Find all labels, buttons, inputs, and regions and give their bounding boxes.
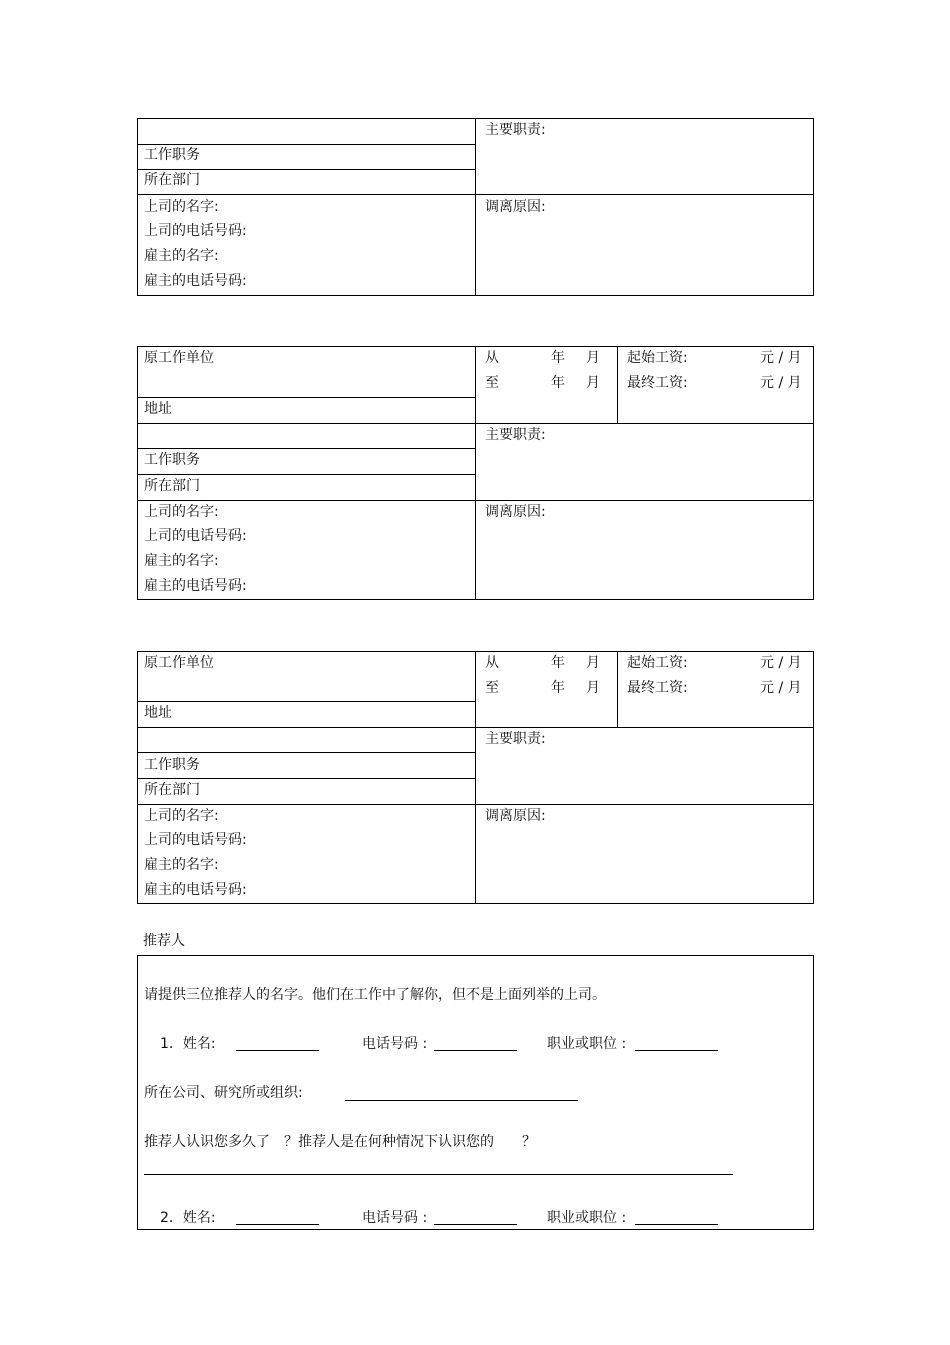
supervisor-name-label: 上司的名字: [144,808,219,824]
reference-2-name-blank[interactable] [236,1210,319,1225]
organization-blank[interactable] [345,1086,578,1101]
reference-1-name-label: 1．姓名: [160,1036,216,1052]
employer-phone-label: 雇主的电话号码: [144,273,247,289]
reference-2-phone-label: 电话号码 : [362,1210,428,1226]
employment-block-1 [137,118,814,296]
department-label: 所在部门 [144,172,200,188]
prev-employer-label: 原工作单位 [144,350,214,366]
department-label: 所在部门 [144,782,200,798]
address-label: 地址 [144,401,172,417]
from-month-label: 月 [586,655,600,671]
reference-1-phone-label: 电话号码 : [362,1036,428,1052]
to-month-label: 月 [586,680,600,696]
reference-1-name-blank[interactable] [236,1036,319,1051]
job-title-label: 工作职务 [144,757,200,773]
reference-answer-blank[interactable] [144,1160,733,1175]
supervisor-phone-label: 上司的电话号码: [144,832,247,848]
references-intro: 请提供三位推荐人的名字。他们在工作中了解你，但不是上面列举的上司。 [144,987,606,1003]
to-month-label: 月 [586,375,600,391]
reference-1-occupation-blank[interactable] [635,1036,718,1051]
job-title-label: 工作职务 [144,452,200,468]
supervisor-name-label: 上司的名字: [144,199,219,215]
from-label: 从 [485,655,499,671]
reference-1-occupation-label: 职业或职位 : [547,1036,627,1052]
employer-name-label: 雇主的名字: [144,857,219,873]
supervisor-name-label: 上司的名字: [144,504,219,520]
employer-phone-label: 雇主的电话号码: [144,882,247,898]
reference-2-phone-blank[interactable] [434,1210,517,1225]
reference-2-occupation-label: 职业或职位 : [547,1210,627,1226]
employment-block-3 [137,651,814,904]
reference-2-name-label: 2．姓名: [160,1210,216,1226]
job-title-label: 工作职务 [144,147,200,163]
organization-label: 所在公司、研究所或组织: [144,1085,303,1101]
final-salary-label: 最终工资: [627,680,688,696]
duties-label: 主要职责: [485,731,546,747]
from-label: 从 [485,350,499,366]
final-salary-unit: 元 / 月 [760,680,802,696]
address-label: 地址 [144,705,172,721]
to-year-label: 年 [551,375,565,391]
to-label: 至 [485,680,499,696]
start-salary-unit: 元 / 月 [760,350,802,366]
reference-question: 推荐人认识您多久了 ？推荐人是在何种情况下认识您的 ？ [144,1134,536,1150]
start-salary-label: 起始工资: [627,350,688,366]
reference-2-occupation-blank[interactable] [635,1210,718,1225]
references-heading: 推荐人 [143,933,185,949]
employer-name-label: 雇主的名字: [144,553,219,569]
department-label: 所在部门 [144,478,200,494]
reference-1-phone-blank[interactable] [434,1036,517,1051]
supervisor-phone-label: 上司的电话号码: [144,223,247,239]
reason-label: 调离原因: [485,504,546,520]
reason-label: 调离原因: [485,808,546,824]
to-year-label: 年 [551,680,565,696]
to-label: 至 [485,375,499,391]
duties-label: 主要职责: [485,427,546,443]
final-salary-unit: 元 / 月 [760,375,802,391]
from-year-label: 年 [551,350,565,366]
employer-name-label: 雇主的名字: [144,248,219,264]
start-salary-unit: 元 / 月 [760,655,802,671]
duties-label: 主要职责: [485,122,546,138]
employer-phone-label: 雇主的电话号码: [144,578,247,594]
from-month-label: 月 [586,350,600,366]
employment-block-2 [137,346,814,600]
references-block [137,955,814,1230]
reason-label: 调离原因: [485,199,546,215]
supervisor-phone-label: 上司的电话号码: [144,528,247,544]
start-salary-label: 起始工资: [627,655,688,671]
from-year-label: 年 [551,655,565,671]
prev-employer-label: 原工作单位 [144,655,214,671]
final-salary-label: 最终工资: [627,375,688,391]
